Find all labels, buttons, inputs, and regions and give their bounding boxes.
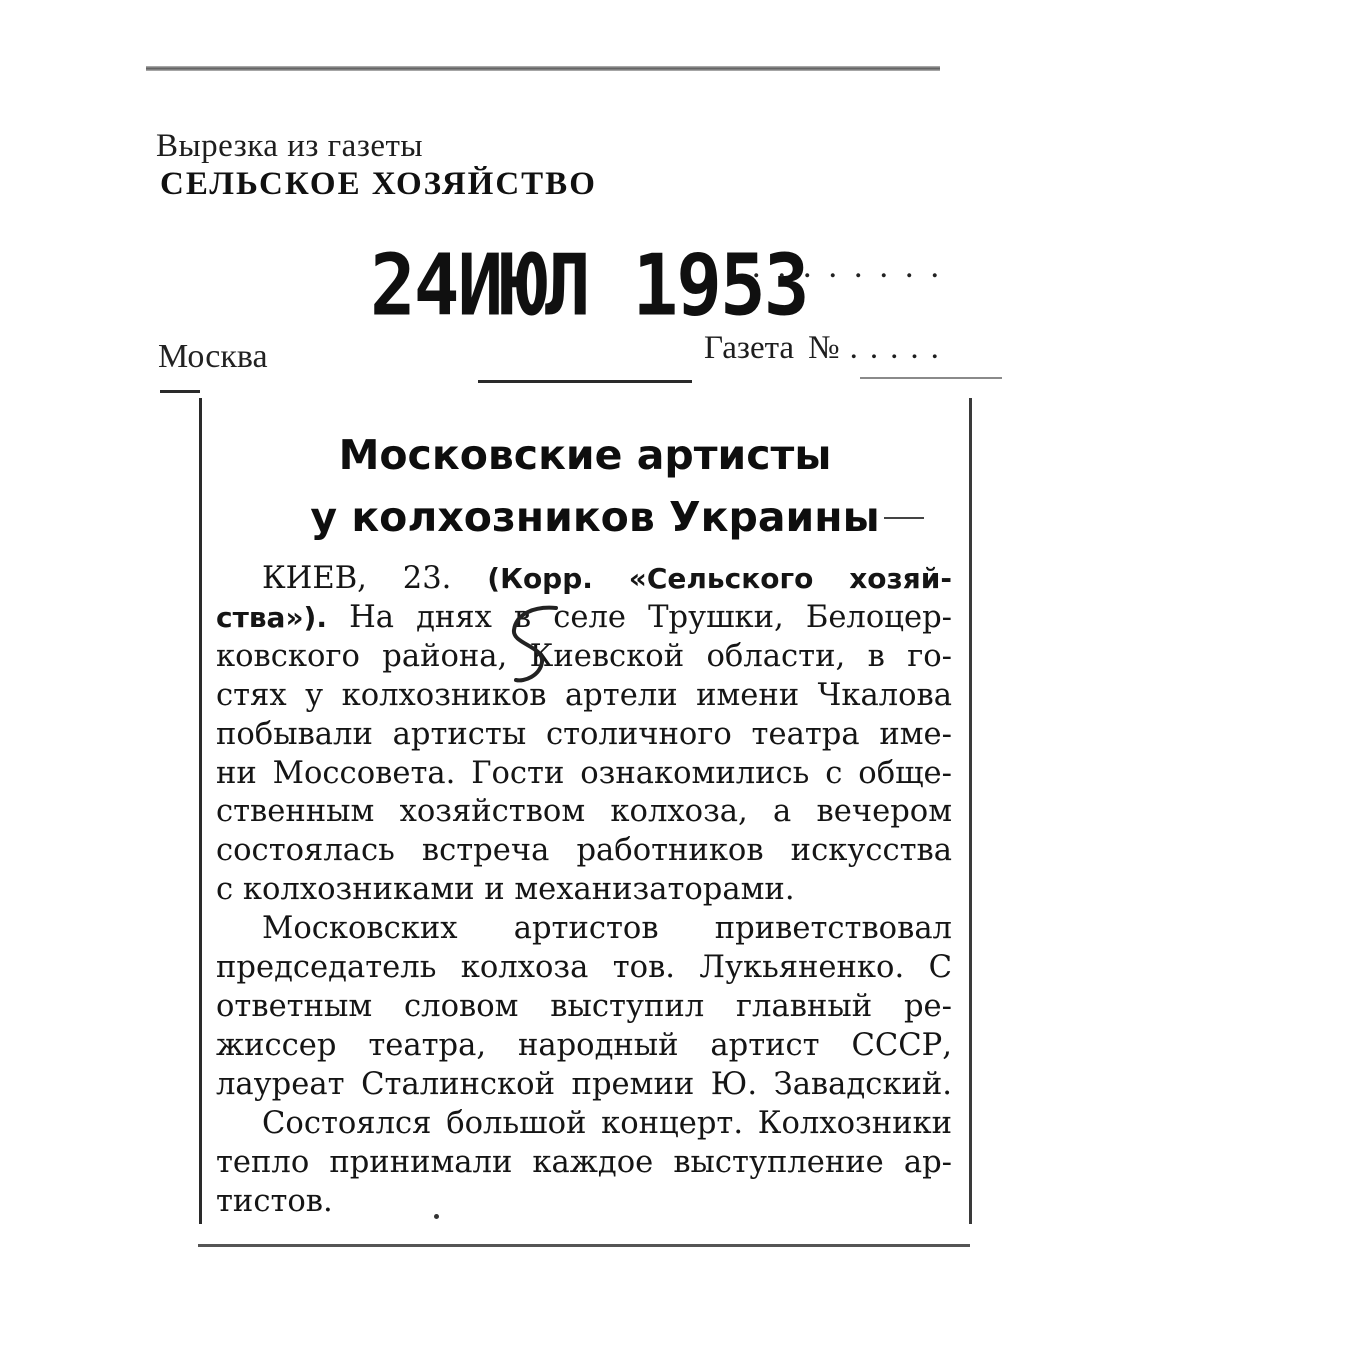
newspaper-name: СЕЛЬСКОЕ ХОЗЯЙСТВО bbox=[160, 166, 597, 202]
dateline: КИЕВ, 23. bbox=[262, 561, 452, 596]
article-headline bbox=[210, 424, 970, 548]
article-line: побывали артисты столичного театра име- bbox=[216, 716, 952, 752]
article-line: ственным хозяйством колхоза, а вечером bbox=[216, 794, 952, 830]
article-line: ответным словом выступил главный ре- bbox=[216, 988, 952, 1024]
handwritten-pencil-mark bbox=[504, 600, 564, 690]
article-line: председатель колхоза тов. Лукьяненко. С bbox=[216, 950, 952, 986]
article-line: Московских артистов приветствовал bbox=[262, 911, 952, 947]
date-dotted-line: ........ bbox=[752, 248, 956, 285]
headline-line-2: у колхозников Украины bbox=[310, 493, 880, 541]
article-line: ковского района, Киевской области, в го- bbox=[216, 638, 952, 674]
number-sign: № bbox=[808, 330, 840, 366]
gazeta-underline bbox=[860, 377, 1002, 379]
correspondent-credit-end: ства»). bbox=[216, 600, 327, 634]
headline-line-1: Московские артисты bbox=[338, 431, 832, 479]
city-underline bbox=[478, 380, 692, 383]
bottom-rule bbox=[198, 1244, 970, 1247]
gazeta-label: Газета bbox=[704, 330, 795, 366]
article-line: с колхозниками и механизаторами. bbox=[216, 872, 795, 908]
article-line: Состоялся большой концерт. Колхозники bbox=[262, 1105, 952, 1141]
correspondent-credit: (Корр. «Сельского хозяй- bbox=[487, 562, 952, 595]
article-paragraph-2 bbox=[216, 910, 952, 1105]
article-body bbox=[216, 560, 952, 1221]
article-line: стях у колхозников артели имени Чкалова bbox=[216, 677, 952, 713]
ink-speck bbox=[434, 1214, 439, 1219]
article-line: жиссер театра, народный артист СССР, bbox=[216, 1027, 952, 1063]
top-rule bbox=[146, 66, 940, 71]
article-line: состоялась встреча работников искусства bbox=[216, 833, 952, 869]
article-paragraph-1 bbox=[216, 560, 952, 910]
gazeta-number-field bbox=[704, 330, 951, 367]
article-paragraph-3 bbox=[216, 1105, 952, 1222]
article-line: тепло принимали каждое выступление ар- bbox=[216, 1144, 952, 1180]
headline-dash bbox=[884, 517, 924, 519]
city-label: Москва bbox=[158, 338, 268, 375]
gazeta-dotted-line: ..... bbox=[849, 330, 951, 366]
date-stamp: 24ИЮЛ 1953 bbox=[370, 235, 808, 335]
clipping-source-label: Вырезка из газеты bbox=[156, 128, 424, 164]
article-line bbox=[216, 560, 952, 599]
article-line: ни Моссовета. Гости ознакомились с обще- bbox=[216, 755, 952, 791]
frame-corner-tick bbox=[160, 390, 200, 393]
article-line: ства»). На днях в селе Трушки, Белоцер- bbox=[216, 599, 952, 635]
article-line: тистов. bbox=[216, 1183, 333, 1219]
article-line: лауреат Сталинской премии Ю. Завадский. bbox=[216, 1066, 952, 1102]
